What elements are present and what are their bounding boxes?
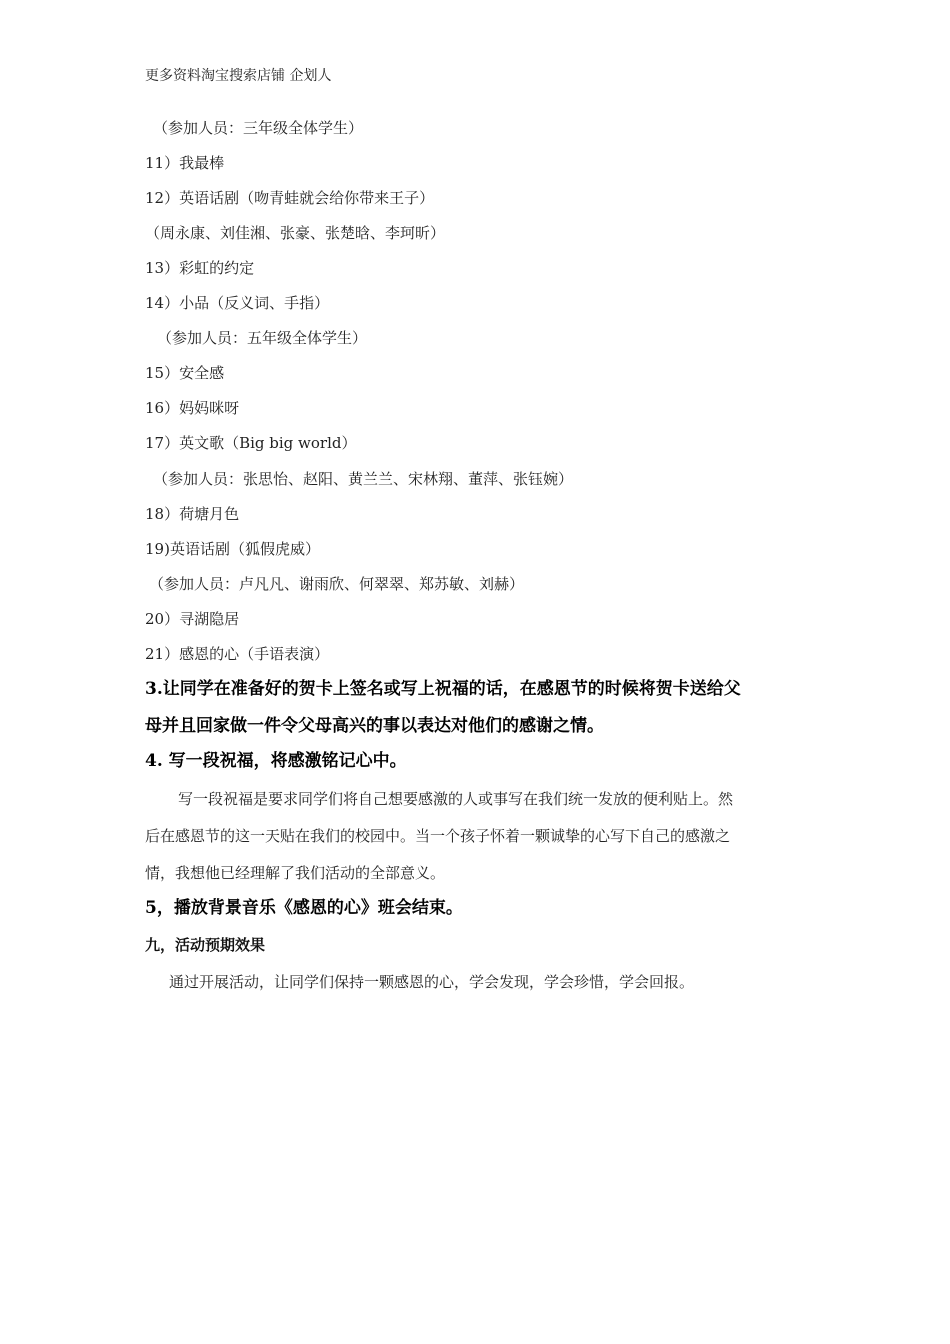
list-line: 15）安全感 (145, 364, 225, 382)
list-line: 18）荷塘月色 (145, 505, 240, 523)
list-line: （参加人员：三年级全体学生） (153, 119, 364, 137)
list-line: 21）感恩的心（手语表演） (145, 645, 330, 663)
list-line: （参加人员：卢凡凡、谢雨欣、何翠翠、郑苏敏、刘赫） (149, 575, 525, 593)
list-line: 16）妈妈咪呀 (145, 399, 240, 417)
list-line: 17）英文歌（Big big world） (145, 434, 357, 452)
list-line: 13）彩虹的约定 (145, 259, 255, 277)
list-line: （参加人员：张思怡、赵阳、黄兰兰、宋林翔、董萍、张钰婉） (153, 470, 574, 488)
section4-paragraph-line: 后在感恩节的这一天贴在我们的校园中。当一个孩子怀着一颗诚挚的心写下自己的感激之 (145, 827, 731, 845)
section3-line1: 3.让同学在准备好的贺卡上签名或写上祝福的话，在感恩节的时候将贺卡送给父 (145, 679, 741, 699)
section9-text: 通过开展活动，让同学们保持一颗感恩的心，学会发现，学会珍惜，学会回报。 (169, 973, 695, 991)
section4-paragraph-line: 情，我想他已经理解了我们活动的全部意义。 (145, 864, 446, 882)
list-line: 14）小品（反义词、手指） (145, 294, 330, 312)
list-line: （周永康、刘佳湘、张豪、张楚晗、李珂昕） (145, 224, 446, 242)
section4-paragraph-line: 写一段祝福是要求同学们将自己想要感激的人或事写在我们统一发放的便利贴上。然 (178, 790, 734, 808)
section4-title: 4. 写一段祝福，将感激铭记心中。 (145, 751, 407, 771)
list-line: 20）寻湖隐居 (145, 610, 240, 628)
section9-title: 九，活动预期效果 (145, 936, 266, 954)
list-line: 12）英语话剧（吻青蛙就会给你带来王子） (145, 189, 435, 207)
section3-line2: 母并且回家做一件令父母高兴的事以表达对他们的感谢之情。 (145, 716, 604, 736)
section5-title: 5，播放背景音乐《感恩的心》班会结束。 (145, 898, 463, 918)
page-header: 更多资料淘宝搜索店铺 企划人 (145, 68, 332, 84)
list-line: （参加人员：五年级全体学生） (157, 329, 368, 347)
list-line: 11）我最棒 (145, 154, 225, 172)
list-line: 19)英语话剧（狐假虎威） (145, 540, 320, 558)
